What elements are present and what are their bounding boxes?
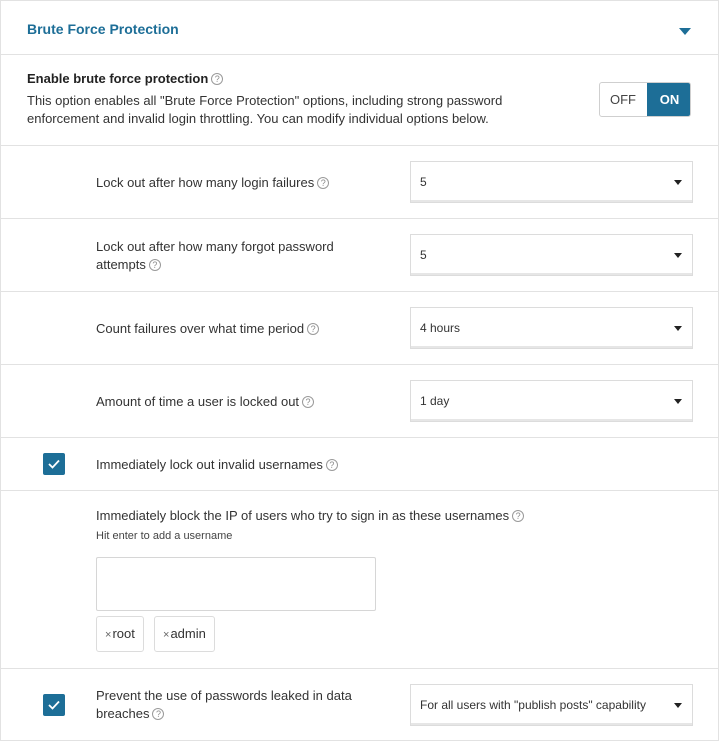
select-value: 5 [420, 248, 427, 262]
chevron-down-icon [674, 399, 682, 404]
login-failures-label: Lock out after how many login failures ? [96, 174, 329, 192]
forgot-password-label: Lock out after how many forgot password attempts ? [96, 239, 334, 272]
block-ip-label: Immediately block the IP of users who try to sign in as these usernames ? [96, 507, 524, 525]
toggle-on[interactable]: ON [647, 83, 691, 116]
checkmark-icon [48, 700, 60, 710]
login-failures-select[interactable] [410, 161, 693, 203]
checkmark-icon [48, 459, 60, 469]
time-period-label: Count failures over what time period ? [96, 320, 319, 338]
enable-title: Enable brute force protection ? [27, 71, 223, 86]
help-icon[interactable]: ? [152, 708, 164, 720]
forgot-password-select[interactable] [410, 234, 693, 276]
help-icon[interactable]: ? [326, 459, 338, 471]
remove-tag-icon[interactable]: × [163, 629, 170, 641]
enable-description: This option enables all "Brute Force Protection" options, including strong password enforcement and invalid login throttling. You can modify individual options below. [27, 93, 503, 126]
leaked-passwords-label: Prevent the use of passwords leaked in data breaches ? [96, 688, 352, 721]
time-period-select[interactable] [410, 307, 693, 349]
select-value: 4 hours [420, 321, 461, 335]
chevron-down-icon [674, 703, 682, 708]
help-icon[interactable]: ? [149, 259, 161, 271]
lockout-time-label: Amount of time a user is locked out ? [96, 393, 314, 411]
remove-tag-icon[interactable]: × [105, 629, 112, 641]
select-value: For all users with "publish posts" capability [420, 698, 646, 712]
chevron-down-icon [674, 253, 682, 258]
help-icon[interactable]: ? [307, 323, 319, 335]
invalid-usernames-checkbox[interactable] [43, 453, 65, 475]
username-tag-admin: ×admin [154, 616, 215, 652]
section-header[interactable] [1, 1, 718, 55]
toggle-off[interactable]: OFF [610, 92, 636, 107]
select-value: 5 [420, 175, 427, 189]
select-value: 1 day [420, 394, 450, 408]
section-title: Brute Force Protection [27, 21, 179, 37]
leaked-passwords-select[interactable] [410, 684, 693, 726]
username-input[interactable] [96, 557, 376, 611]
chevron-down-icon [674, 326, 682, 331]
username-tag-root: ×root [96, 616, 144, 652]
help-icon[interactable]: ? [302, 396, 314, 408]
help-icon[interactable]: ? [512, 510, 524, 522]
enable-toggle[interactable] [599, 82, 691, 117]
help-icon[interactable]: ? [317, 177, 329, 189]
leaked-passwords-checkbox[interactable] [43, 694, 65, 716]
block-ip-hint: Hit enter to add a username [96, 530, 233, 542]
lockout-time-select[interactable] [410, 380, 693, 422]
help-icon[interactable]: ? [211, 73, 223, 85]
caret-down-icon[interactable] [679, 28, 691, 35]
chevron-down-icon [674, 180, 682, 185]
invalid-usernames-label: Immediately lock out invalid usernames ? [96, 456, 338, 474]
